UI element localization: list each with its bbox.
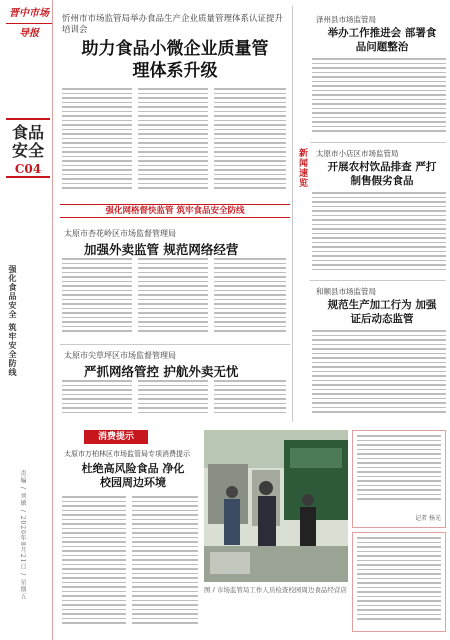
story2-body-col2 xyxy=(138,258,208,340)
right-item1-kicker: 泽州县市场监管局 xyxy=(316,15,376,24)
story2-body-col1 xyxy=(62,258,132,340)
notice-box-2-text xyxy=(357,537,441,627)
right-item2-headline: 开展农村饮品排查 严打制售假劣食品 xyxy=(327,161,437,187)
paper-name: 晋中市场导报 xyxy=(9,8,49,39)
story3-body-col1 xyxy=(62,380,132,420)
story2-body-col3 xyxy=(214,258,286,340)
right-item2-body xyxy=(312,192,446,276)
news-photo xyxy=(204,430,348,582)
right-item3-body xyxy=(312,330,446,418)
page-number: C04 xyxy=(14,162,42,176)
notice-box-2 xyxy=(352,532,446,632)
lead-body-col2 xyxy=(138,88,208,198)
masthead-logo xyxy=(6,4,52,39)
right-item1-headline: 举办工作推进会 部署食品问题整治 xyxy=(327,27,437,53)
photo-caption: 图 / 市场监管局工作人员检查校园周边食品经营店 xyxy=(204,586,347,594)
lead-headline: 助力食品小微企业质量管理体系升级 xyxy=(81,39,269,81)
lead-kicker: 忻州市市场监管局举办食品生产企业质量管理体系认证提升培训会 xyxy=(62,14,284,35)
consumer-tip-text: 消费提示 xyxy=(97,432,134,442)
consumer-tip-label xyxy=(84,430,148,444)
story3-body-col2 xyxy=(138,380,208,420)
story3-kicker: 太原市尖草坪区市场监督管理局 xyxy=(64,351,176,360)
right-item1-body xyxy=(312,58,446,138)
sidebar xyxy=(0,0,56,640)
lead-body-col1 xyxy=(62,88,132,198)
story3-headline: 严抓网络管控 护航外卖无忧 xyxy=(84,364,239,379)
banner xyxy=(60,204,290,218)
lead-body-col3 xyxy=(214,88,286,198)
tip-body-col1 xyxy=(62,496,126,634)
side-slogan: 强化食品安全 筑牢安全防线 xyxy=(8,265,18,377)
story2-kicker: 太原市杏花岭区市场监督管理局 xyxy=(64,229,176,238)
tip-headline: 杜绝高风险食品 净化校园周边环境 xyxy=(81,462,185,489)
story2-headline: 加强外卖监管 规范网络经营 xyxy=(84,242,239,257)
notice-box-1-text xyxy=(357,435,441,507)
right-item3-headline: 规范生产加工行为 加强证后动态监管 xyxy=(327,299,437,325)
sidebar-date: 责编 / 刘敏 / 2020年8月21日 / 星期五 xyxy=(19,470,26,601)
tip-kicker: 太原市万柏林区市场监管局专项消费提示 xyxy=(64,450,190,458)
notice-box-1 xyxy=(352,430,446,528)
tip-body-col2 xyxy=(132,496,198,634)
section-block xyxy=(6,118,50,178)
right-item3-kicker: 和顺县市场监管局 xyxy=(316,287,376,296)
section-title: 食品安全 xyxy=(11,123,44,160)
right-item2-kicker: 太原市小店区市场监管局 xyxy=(316,149,399,158)
column-label: 新闻速览 xyxy=(297,148,307,188)
banner-text: 强化网格督快监管 筑牢食品安全防线 xyxy=(105,206,245,216)
notice-credit: 记者 杨光 xyxy=(415,515,441,522)
story3-body-col3 xyxy=(214,380,286,420)
